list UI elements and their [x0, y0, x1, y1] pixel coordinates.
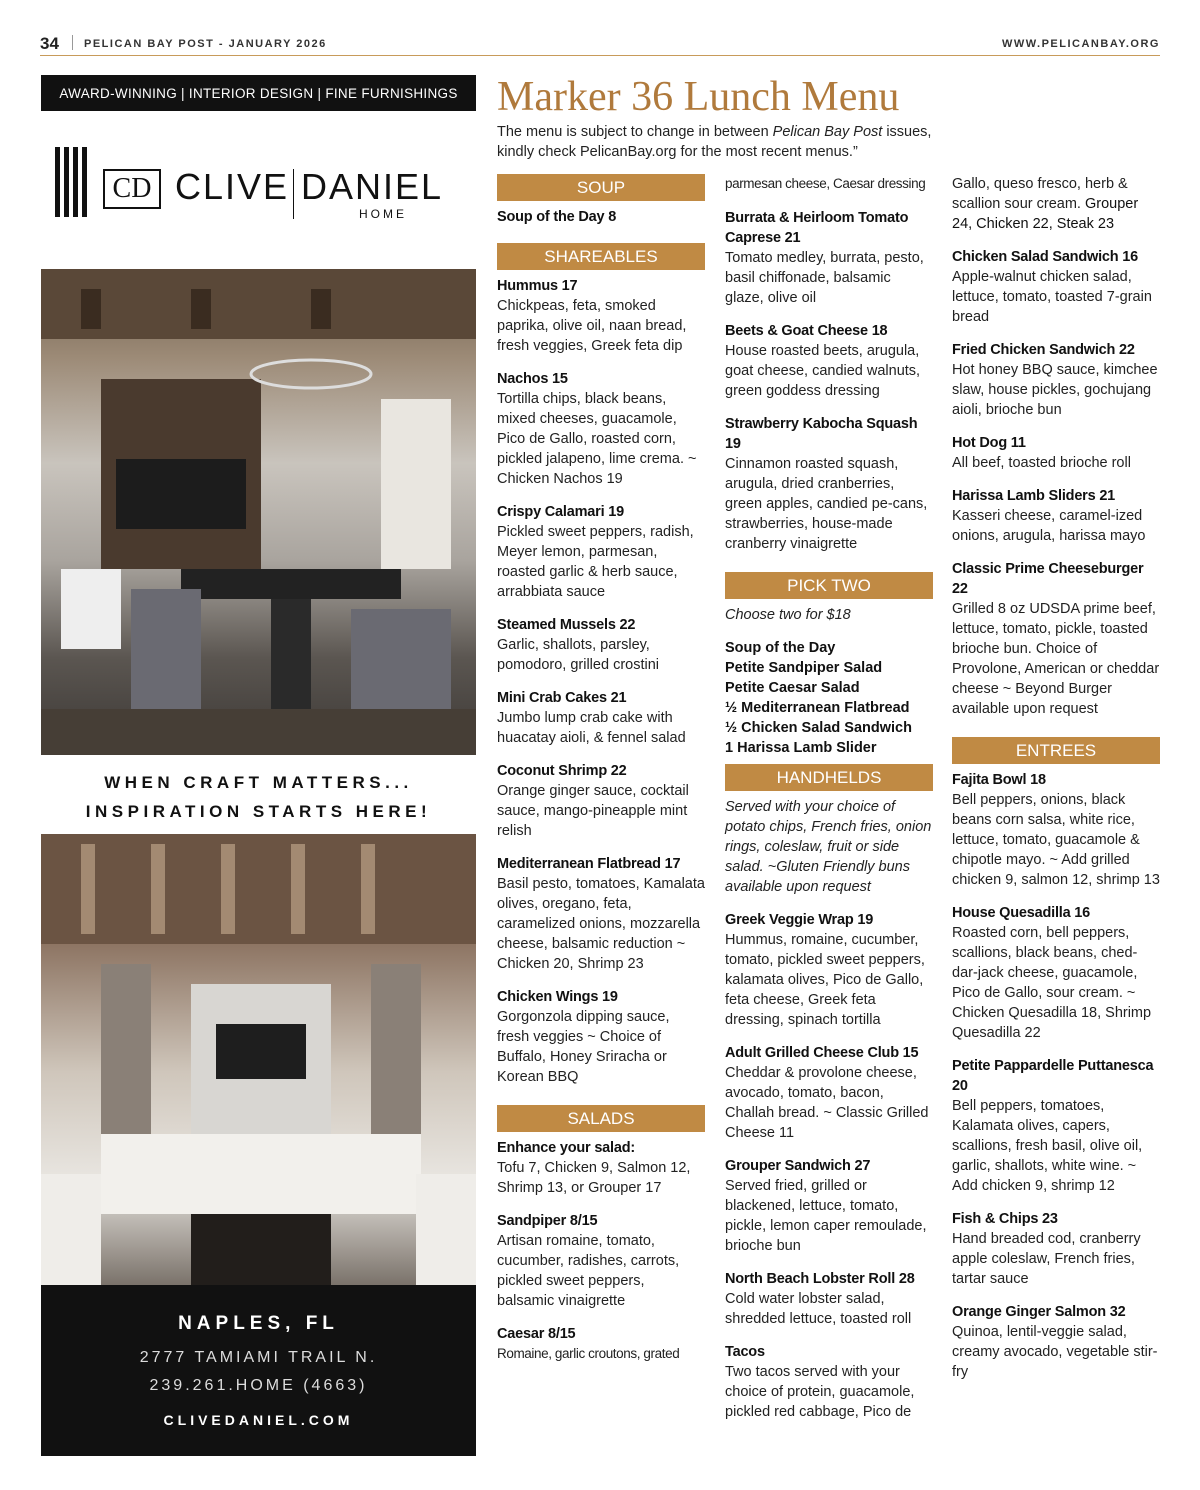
- item-desc: All beef, toasted brioche roll: [952, 455, 1131, 471]
- menu-item: [952, 1209, 1160, 1289]
- item-desc: Orange ginger sauce, cocktail sauce, mango-pineapple mint relish: [497, 783, 689, 839]
- item-desc: Tofu 7, Chicken 9, Salmon 12, Shrimp 13, or Grouper 17: [497, 1160, 691, 1196]
- item-desc: Cheddar & provolone cheese, avocado, tomato, bacon, Challah bread. ~ Classic Grilled Cheese 11: [725, 1065, 929, 1141]
- item-desc: Cinnamon roasted squash, arugula, dried cranberries, green apples, candied pe-cans, strawberries, house-made cranberry vinaigrette: [725, 456, 928, 552]
- item-name: House Quesadilla 16: [952, 905, 1091, 921]
- item-desc: Two tacos served with your choice of protein, guacamole, pickled red cabbage, Pico de: [725, 1364, 915, 1420]
- ad-address: 2777 TAMIAMI TRAIL N.: [139, 1349, 378, 1366]
- craft-line-2: INSPIRATION STARTS HERE!: [85, 802, 432, 821]
- carry-over-block: [952, 174, 1160, 234]
- menu-item: [725, 910, 933, 1030]
- ad-contact-panel: [41, 1285, 476, 1456]
- item-name: Caesar 8/15: [497, 1326, 576, 1342]
- item-desc: Chickpeas, feta, smoked paprika, olive oil, naan bread, fresh veggies, Greek feta dip: [497, 298, 687, 354]
- section-header-entrees: ENTREES: [952, 737, 1160, 764]
- menu-item: [497, 1138, 705, 1198]
- brand-right-wrap: [301, 166, 443, 208]
- menu-item: [497, 615, 705, 675]
- pick-two-list: [725, 638, 933, 758]
- item-name: Beets & Goat Cheese 18: [725, 323, 888, 339]
- craft-line-1: WHEN CRAFT MATTERS...: [104, 773, 413, 792]
- menu-column-1: [497, 174, 705, 1377]
- item-desc: Artisan romaine, tomato, cucumber, radishes, carrots, pickled sweet peppers, balsamic vinaigrette: [497, 1233, 680, 1309]
- list-item: ½ Chicken Salad Sandwich: [725, 720, 912, 736]
- item-name: Nachos 15: [497, 371, 568, 387]
- menu-item: [725, 208, 933, 308]
- item-name: North Beach Lobster Roll 28: [725, 1271, 915, 1287]
- item-desc: Roasted corn, bell peppers, scallions, black beans, ched-dar-jack cheese, guacamole, Pico de Gallo, sour cream. ~ Chicken Quesadilla 18, Shrimp Quesadilla 22: [952, 925, 1152, 1041]
- item-name: Soup of the Day 8: [497, 209, 617, 225]
- menu-item: [952, 433, 1160, 473]
- item-name: Burrata & Heirloom Tomato Caprese 21: [725, 210, 909, 246]
- item-name: Grouper Sandwich 27: [725, 1158, 871, 1174]
- header-divider: [72, 35, 73, 50]
- intro-part1: The menu is subject to change in between: [497, 124, 773, 140]
- item-name: Petite Pappardelle Puttanesca 20: [952, 1058, 1154, 1094]
- item-desc: Garlic, shallots, parsley, pomodoro, grilled crostini: [497, 637, 659, 673]
- menu-item: [497, 688, 705, 748]
- brand-name: [175, 166, 289, 208]
- page-number: 34: [40, 34, 59, 53]
- item-desc: Quinoa, lentil-veggie salad, creamy avocado, vegetable stir-fry: [952, 1324, 1158, 1380]
- ad-city: NAPLES, FL: [178, 1313, 339, 1334]
- section-header-soup: SOUP: [497, 174, 705, 201]
- item-desc: Grilled 8 oz UDSDA prime beef, lettuce, tomato, pickle, toasted brioche bun. Choice of Provolone, American or cheddar cheese ~ Beyond Burger available upon request: [952, 601, 1160, 717]
- item-desc: Gorgonzola dipping sauce, fresh veggies ~ Choice of Buffalo, Honey Sriracha or Korean BBQ: [497, 1009, 670, 1085]
- menu-column-2: [725, 174, 933, 1435]
- clive-daniel-ad[interactable]: [41, 75, 476, 1456]
- section-header-handhelds: HANDHELDS: [725, 764, 933, 791]
- menu-item: [497, 276, 705, 356]
- living-room-photo: [41, 834, 476, 1363]
- item-desc: Served fried, grilled or blackened, lettuce, tomato, pickle, lemon caper remoulade, brioche bun: [725, 1178, 927, 1254]
- intro-italic: Pelican Bay Post: [772, 124, 883, 140]
- menu-item: [497, 854, 705, 974]
- logo-bars-icon: [55, 147, 91, 243]
- item-name: Strawberry Kabocha Squash 19: [725, 416, 918, 452]
- handhelds-note: Served with your choice of potato chips, French fries, onion rings, coleslaw, fruit or side salad. ~Gluten Friendly buns available upon request: [725, 799, 932, 895]
- brand-divider: [293, 169, 294, 219]
- item-name: Hummus 17: [497, 278, 578, 294]
- item-name: Tacos: [725, 1344, 765, 1360]
- item-desc: Kasseri cheese, caramel-ized onions, arugula, harissa mayo: [952, 508, 1146, 544]
- carry-over-text: Gallo, queso fresco, herb & scallion sour cream.: [952, 176, 1128, 212]
- carry-over-prices: Grouper 24, Chicken 22, Steak 23: [952, 196, 1139, 232]
- menu-item: [497, 1324, 705, 1364]
- menu-item: [725, 1269, 933, 1329]
- intro-part2: issues, kindly check PelicanBay.org for the most recent menus.”: [497, 124, 932, 160]
- ad-phone[interactable]: 239.261.HOME (4663): [149, 1377, 368, 1394]
- menu-item: [497, 369, 705, 489]
- item-desc: Jumbo lump crab cake with huacatay aioli, & fennel salad: [497, 710, 686, 746]
- list-item: Soup of the Day: [725, 640, 836, 656]
- list-item: ½ Mediterranean Flatbread: [725, 700, 910, 716]
- list-item: Petite Caesar Salad: [725, 680, 860, 696]
- menu-item: [725, 1342, 933, 1422]
- menu-item: [497, 1211, 705, 1311]
- section-header-pick-two: PICK TWO: [725, 572, 933, 599]
- item-desc: Bell peppers, tomatoes, Kalamata olives, capers, scallions, fresh basil, olive oil, garlic, shallots, white wine. ~ Add chicken 9, shrimp 12: [952, 1098, 1143, 1194]
- living-room-illustration: [41, 834, 476, 1285]
- menu-item: [725, 321, 933, 401]
- menu-title: Marker 36 Lunch Menu: [497, 74, 900, 120]
- item-name: Mini Crab Cakes 21: [497, 690, 627, 706]
- item-name: Sandpiper 8/15: [497, 1213, 598, 1229]
- ad-craft-panel: [41, 755, 476, 834]
- publication-line: PELICAN BAY POST - JANUARY 2026: [84, 38, 327, 50]
- menu-item: [497, 502, 705, 602]
- section-header-shareables: SHAREABLES: [497, 243, 705, 270]
- item-name: Coconut Shrimp 22: [497, 763, 627, 779]
- menu-item: [952, 247, 1160, 327]
- item-name: Adult Grilled Cheese Club 15: [725, 1045, 919, 1061]
- item-name: Chicken Salad Sandwich 16: [952, 249, 1138, 265]
- menu-item: [497, 761, 705, 841]
- menu-item: [952, 903, 1160, 1043]
- brand-left: CLIVE: [175, 166, 290, 207]
- ad-website[interactable]: CLIVEDANIEL.COM: [163, 1412, 354, 1428]
- brand-sub: HOME: [359, 207, 407, 221]
- brand-right: DANIEL: [301, 166, 444, 207]
- menu-item: [952, 1056, 1160, 1196]
- item-desc: Tomato medley, burrata, pesto, basil chiffonade, balsamic glaze, olive oil: [725, 250, 924, 306]
- item-desc: Hot honey BBQ sauce, kimchee slaw, house pickles, gochujang aioli, brioche bun: [952, 362, 1158, 418]
- item-desc: Apple-walnut chicken salad, lettuce, tomato, toasted 7-grain bread: [952, 269, 1152, 325]
- item-desc: Cold water lobster salad, shredded lettuce, toasted roll: [725, 1291, 912, 1327]
- item-name: Steamed Mussels 22: [497, 617, 636, 633]
- item-name: Fajita Bowl 18: [952, 772, 1046, 788]
- website-link[interactable]: WWW.PELICANBAY.ORG: [1002, 38, 1160, 50]
- list-item: Petite Sandpiper Salad: [725, 660, 883, 676]
- ad-tagline: AWARD-WINNING | INTERIOR DESIGN | FINE FURNISHINGS: [41, 75, 476, 111]
- menu-item: [952, 486, 1160, 546]
- menu-item: [952, 1302, 1160, 1382]
- menu-item: [952, 770, 1160, 890]
- item-desc: Bell peppers, onions, black beans corn salsa, white rice, lettuce, tomato, guacamole & chipotle mayo. ~ Add grilled chicken 9, salmon 12, shrimp 13: [952, 792, 1160, 888]
- menu-item: [952, 559, 1160, 719]
- section-header-salads: SALADS: [497, 1105, 705, 1132]
- item-desc: Pickled sweet peppers, radish, Meyer lemon, parmesan, roasted garlic & herb sauce, arrabbiata sauce: [497, 524, 694, 600]
- item-name: Greek Veggie Wrap 19: [725, 912, 874, 928]
- menu-item: [725, 1156, 933, 1256]
- item-desc: Romaine, garlic croutons, grated: [497, 1346, 680, 1361]
- item-name: Crispy Calamari 19: [497, 504, 624, 520]
- ad-logo-panel: [41, 111, 476, 269]
- list-item: 1 Harissa Lamb Slider: [725, 740, 877, 756]
- menu-intro: [497, 122, 967, 162]
- item-name: Hot Dog 11: [952, 435, 1026, 451]
- item-name: Chicken Wings 19: [497, 989, 618, 1005]
- item-desc: Hand breaded cod, cranberry apple coleslaw, French fries, tartar sauce: [952, 1231, 1141, 1287]
- item-desc: Tortilla chips, black beans, mixed cheeses, guacamole, Pico de Gallo, roasted corn, pickled jalapeno, lime crema. ~ Chicken Nachos 19: [497, 391, 697, 487]
- item-desc: Hummus, romaine, cucumber, tomato, pickled sweet peppers, kalamata olives, Pico de Gallo, feta cheese, Greek feta dressing, spinach tortilla: [725, 932, 925, 1028]
- item-name: Harissa Lamb Sliders 21: [952, 488, 1116, 504]
- menu-item: [952, 340, 1160, 420]
- menu-item: [497, 207, 705, 227]
- item-name: Enhance your salad:: [497, 1140, 636, 1156]
- page-header: [40, 34, 1160, 56]
- item-desc: House roasted beets, arugula, goat cheese, candied walnuts, green goddess dressing: [725, 343, 921, 399]
- carry-over-text: parmesan cheese, Caesar dressing: [725, 176, 926, 191]
- item-name: Mediterranean Flatbread 17: [497, 856, 681, 872]
- menu-item: [497, 987, 705, 1087]
- pick-two-note: Choose two for $18: [725, 607, 851, 623]
- item-desc: Basil pesto, tomatoes, Kamalata olives, oregano, feta, caramelized onions, mozzarella cheese, balsamic reduction ~ Chicken 20, Shrimp 23: [497, 876, 705, 972]
- dining-room-illustration: [41, 269, 476, 755]
- item-name: Classic Prime Cheeseburger 22: [952, 561, 1144, 597]
- menu-item: [725, 1043, 933, 1143]
- item-name: Fried Chicken Sandwich 22: [952, 342, 1135, 358]
- dining-room-photo: [41, 269, 476, 755]
- item-name: Orange Ginger Salmon 32: [952, 1304, 1126, 1320]
- menu-item: [725, 414, 933, 554]
- menu-column-3: [952, 174, 1160, 1395]
- logo-monogram: CD: [103, 169, 161, 209]
- item-name: Fish & Chips 23: [952, 1211, 1058, 1227]
